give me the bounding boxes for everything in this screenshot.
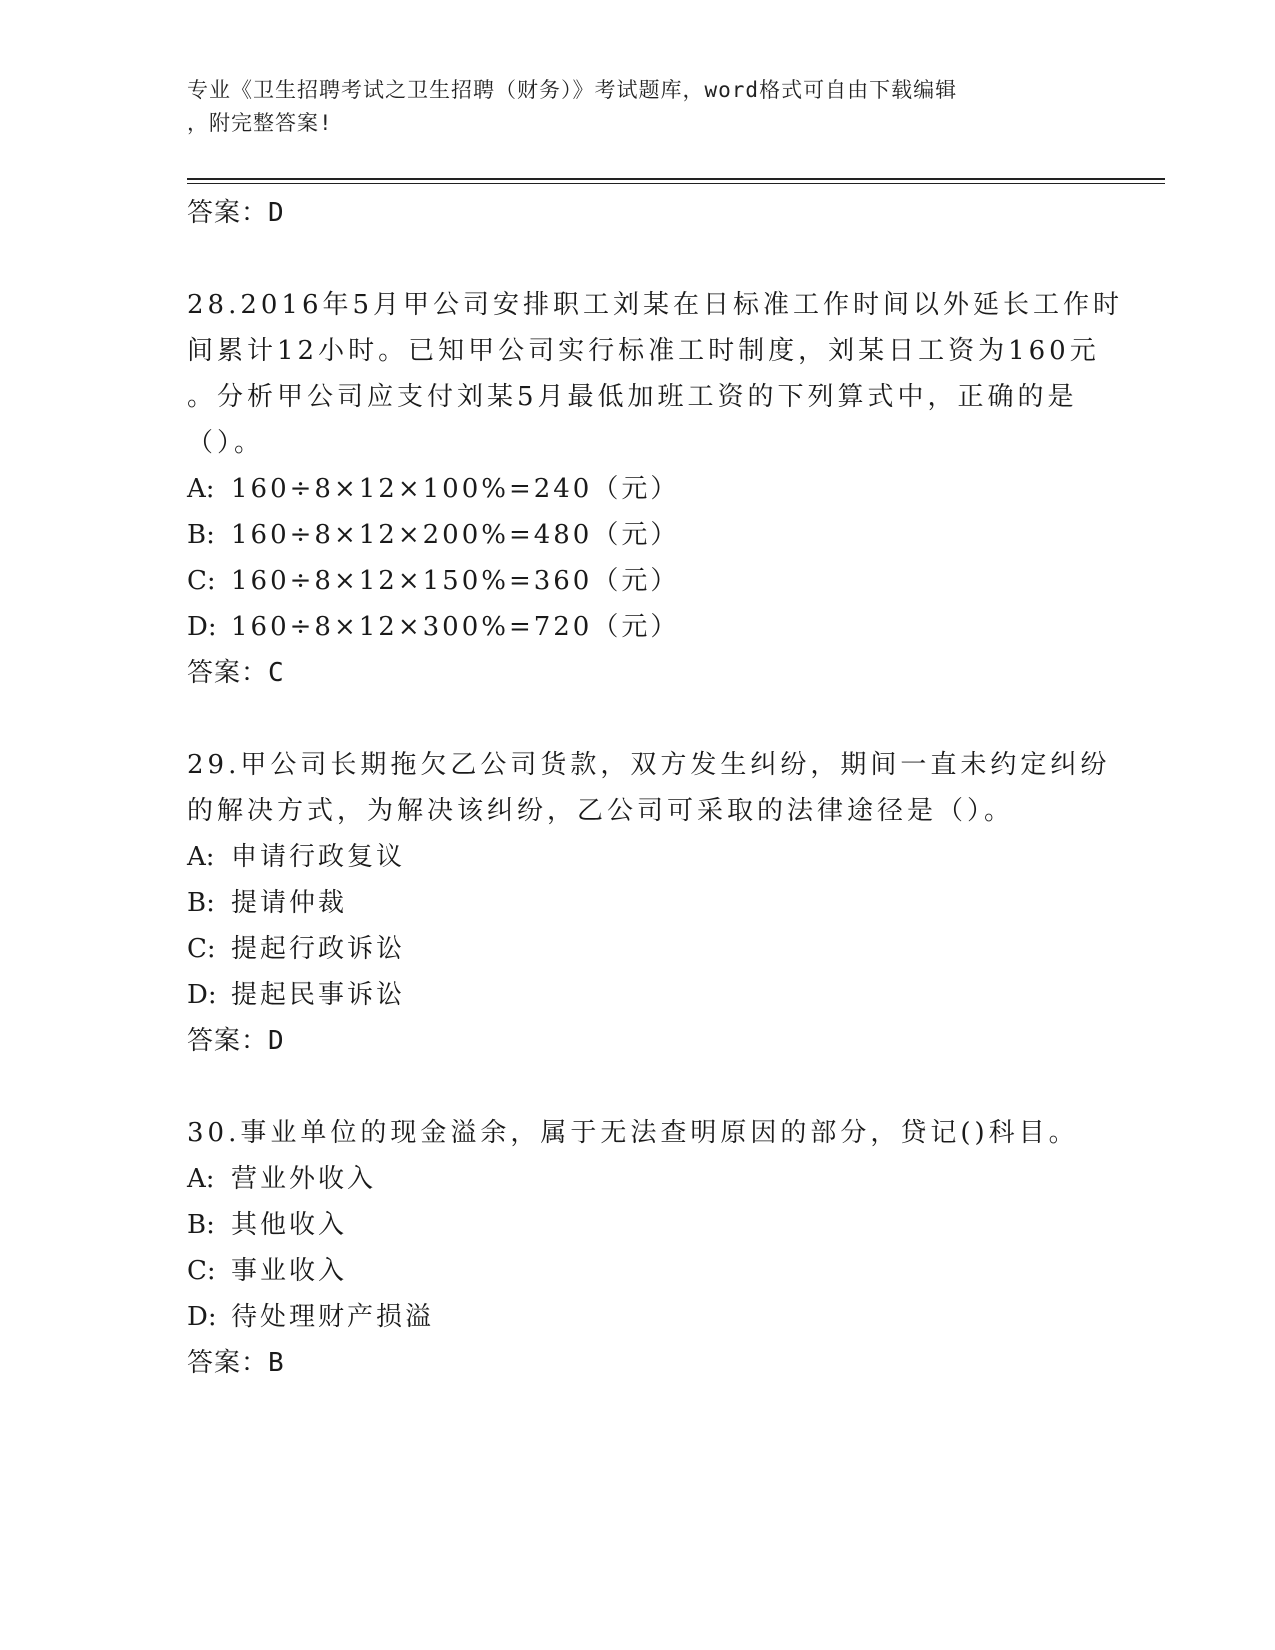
option-d xyxy=(187,1294,1087,1340)
stem-line: 28.2016年5月甲公司安排职工刘某在日标准工作时间以外延长工作时 xyxy=(187,290,1124,320)
option-key: C: xyxy=(187,934,216,964)
option-text: 待处理财产损溢 xyxy=(231,1302,435,1332)
answer: 答案：C xyxy=(187,658,285,688)
option-text: 160÷8×12×150%=360（元） xyxy=(231,566,680,596)
option-d xyxy=(187,604,1087,650)
option-d xyxy=(187,972,1087,1018)
option-text: 其他收入 xyxy=(231,1210,348,1240)
option-text: 提起民事诉讼 xyxy=(231,980,406,1010)
option-text: 160÷8×12×200%=480（元） xyxy=(231,520,680,550)
option-key: C: xyxy=(187,1256,216,1286)
question-29 xyxy=(187,742,1111,1064)
option-a xyxy=(187,834,1087,880)
question-stem xyxy=(187,742,1111,834)
option-key: B: xyxy=(187,520,215,550)
option-text: 提请仲裁 xyxy=(231,888,348,918)
stem-line: （）。 xyxy=(187,428,265,458)
option-a xyxy=(187,1156,1087,1202)
option-key: B: xyxy=(187,1210,215,1240)
option-key: A: xyxy=(187,842,215,872)
option-a xyxy=(187,466,1087,512)
question-28 xyxy=(187,282,1124,696)
option-text: 160÷8×12×100%=240（元） xyxy=(231,474,680,504)
stem-line: 29.甲公司长期拖欠乙公司货款，双方发生纠纷，期间一直未约定纠纷 xyxy=(187,750,1111,780)
option-c xyxy=(187,926,1087,972)
option-key: B: xyxy=(187,888,215,918)
option-key: C: xyxy=(187,566,216,596)
option-text: 营业外收入 xyxy=(231,1164,377,1194)
option-key: D: xyxy=(187,612,217,642)
question-stem xyxy=(187,1110,1087,1156)
question-stem xyxy=(187,282,1124,466)
question-30 xyxy=(187,1110,1087,1386)
header-rule-thick xyxy=(187,178,1165,180)
document-body xyxy=(187,190,1124,1386)
option-text: 提起行政诉讼 xyxy=(231,934,406,964)
stem-line: 。分析甲公司应支付刘某5月最低加班工资的下列算式中，正确的是 xyxy=(187,382,1078,412)
stem-line: 间累计12小时。已知甲公司实行标准工时制度，刘某日工资为160元 xyxy=(187,336,1100,366)
option-text: 申请行政复议 xyxy=(231,842,406,872)
option-text: 事业收入 xyxy=(231,1256,348,1286)
header-rule-thin xyxy=(187,183,1165,184)
option-b xyxy=(187,1202,1087,1248)
option-b xyxy=(187,512,1087,558)
answer: 答案：B xyxy=(187,1348,285,1378)
option-key: A: xyxy=(187,474,215,504)
option-text: 160÷8×12×300%=720（元） xyxy=(231,612,680,642)
page-header xyxy=(187,74,1087,140)
option-c xyxy=(187,558,1087,604)
stem-line: 30.事业单位的现金溢余，属于无法查明原因的部分，贷记()科目。 xyxy=(187,1118,1079,1148)
previous-answer: 答案：D xyxy=(187,198,285,228)
header-line-2: ，附完整答案! xyxy=(187,111,333,135)
option-b xyxy=(187,880,1087,926)
option-key: D: xyxy=(187,1302,217,1332)
option-key: D: xyxy=(187,980,217,1010)
stem-line: 的解决方式，为解决该纠纷，乙公司可采取的法律途径是（）。 xyxy=(187,796,1015,826)
option-c xyxy=(187,1248,1087,1294)
option-key: A: xyxy=(187,1164,215,1194)
header-line-1: 专业《卫生招聘考试之卫生招聘（财务）》考试题库，word格式可自由下载编辑 xyxy=(187,78,958,102)
answer: 答案：D xyxy=(187,1026,285,1056)
